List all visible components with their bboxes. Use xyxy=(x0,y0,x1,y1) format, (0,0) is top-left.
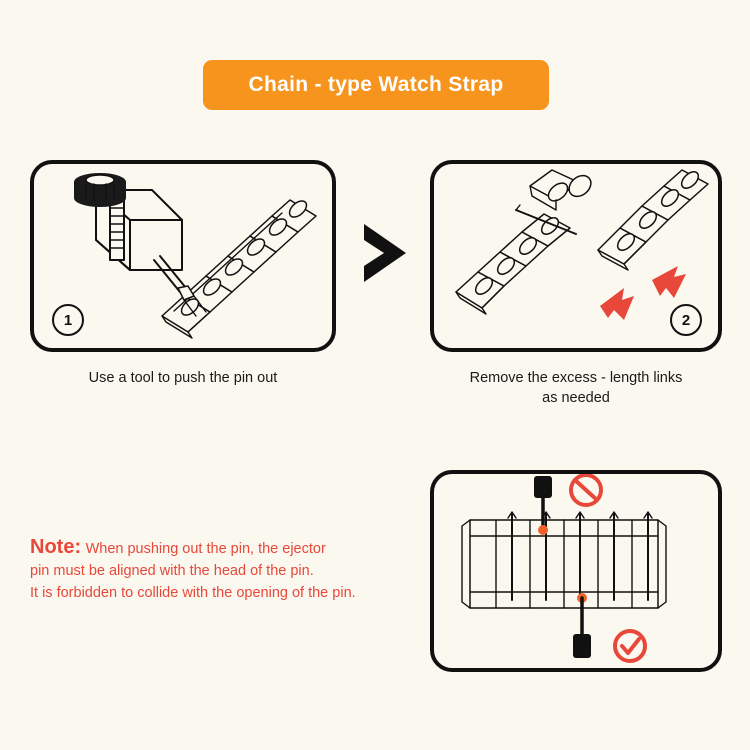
step-2-caption-line-2: as needed xyxy=(542,390,610,406)
step-1-badge: 1 xyxy=(52,304,84,336)
note-label: Note: xyxy=(30,536,82,558)
step-1-caption: Use a tool to push the pin out xyxy=(88,370,278,386)
pin-alignment-illustration xyxy=(434,474,718,668)
note-line-2: pin must be aligned with the head of the pin. xyxy=(30,563,314,579)
step-1-panel xyxy=(30,160,336,352)
note-line-1: When pushing out the pin, the ejector xyxy=(85,541,326,557)
page-title: Chain - type Watch Strap xyxy=(248,73,504,96)
pin-alignment-detail-panel xyxy=(430,470,722,672)
step-2-panel xyxy=(430,160,722,352)
check-circle-icon xyxy=(615,631,645,661)
note-line-3: It is forbidden to collide with the opening of the pin. xyxy=(30,585,356,601)
step-2-caption xyxy=(422,368,730,408)
step-2-caption-line-1: Remove the excess - length links xyxy=(469,370,683,386)
prohibited-icon xyxy=(571,475,601,505)
chevron-right-arrow-icon xyxy=(358,222,412,284)
step-2-badge: 2 xyxy=(670,304,702,336)
note-block xyxy=(30,536,420,604)
page-title-banner xyxy=(203,60,549,110)
